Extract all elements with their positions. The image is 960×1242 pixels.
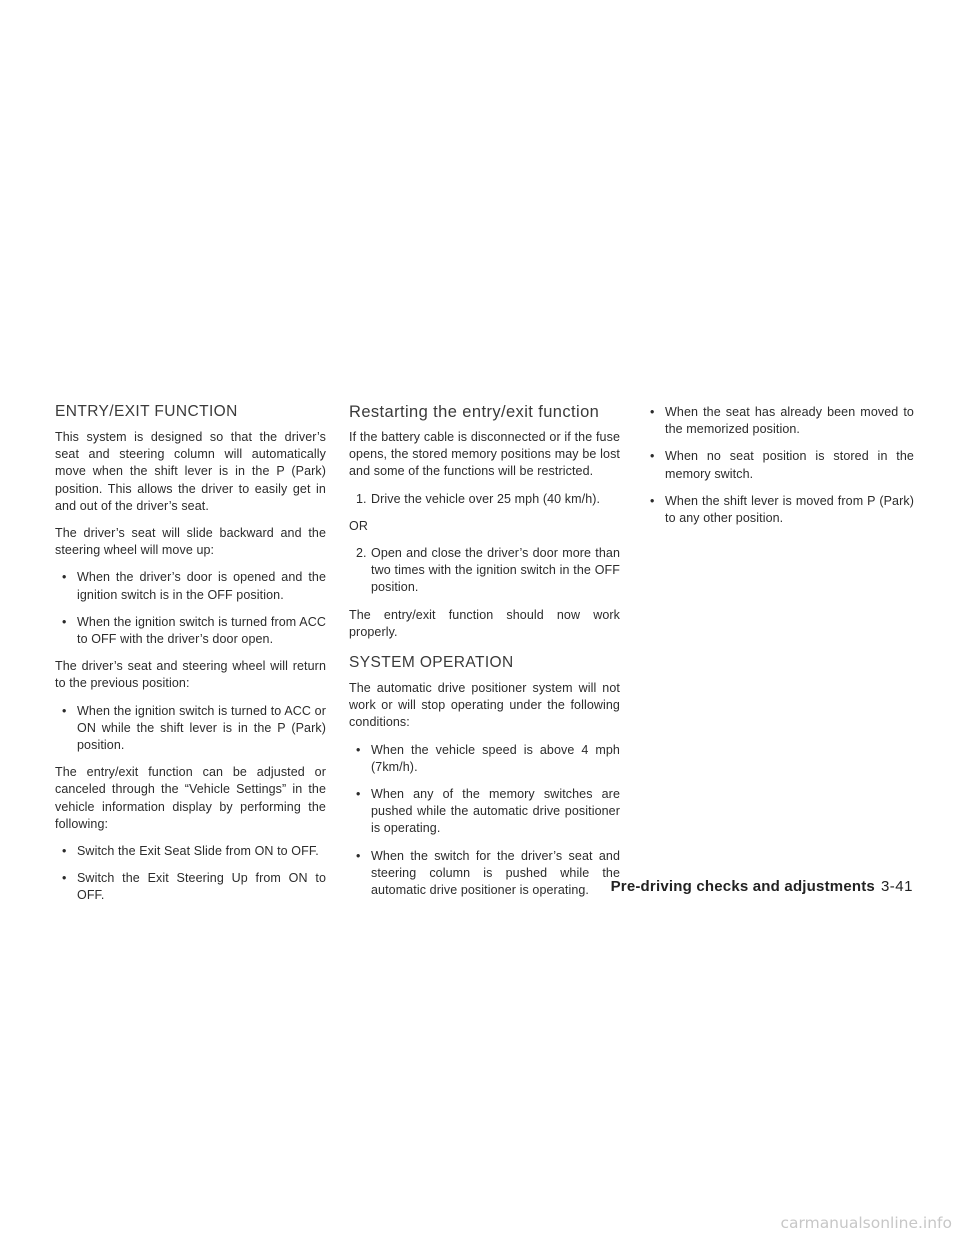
list-item: • Switch the Exit Seat Slide from ON to OFF. (55, 843, 326, 860)
list-return-conditions (55, 703, 326, 755)
bullet-marker: • (62, 570, 67, 585)
paragraph-battery: If the battery cable is disconnected or if the fuse opens, the stored memory positions may be lost and some of the functions will be restricted. (349, 430, 620, 479)
list-system-conditions (349, 742, 620, 900)
bullet-marker: • (650, 449, 655, 464)
bullet-marker: • (356, 742, 361, 757)
footer-section-title: Pre-driving checks and adjustments (610, 878, 875, 895)
heading-entry-exit-function: ENTRY/EXIT FUNCTION (55, 403, 238, 420)
paragraph-system-intro: The automatic drive positioner system will not work or will stop operating under the following conditions: (349, 681, 620, 730)
list-item: • When the seat has already been moved to the memorized position. (650, 405, 914, 437)
list-item: • When the ignition switch is turned from ACC to OFF with the driver’s door open. (62, 614, 326, 647)
heading-system-operation: SYSTEM OPERATION (349, 654, 514, 672)
column-right (643, 404, 914, 537)
heading-restarting: Restarting the entry/exit function (349, 403, 600, 421)
page-footer (611, 877, 913, 897)
list-item: • When any of the memory switches are pushed while the automatic drive positioner is operating. (356, 787, 620, 836)
bullet-marker: • (356, 848, 361, 863)
list-item: • When the switch for the driver’s seat and steering column is pushed while the automatic drive positioner is operating. (356, 848, 620, 898)
or-separator: OR (349, 518, 368, 533)
list-item: • When no seat position is stored in the memory switch. (650, 449, 914, 481)
list-item: • When the ignition switch is turned to ACC or ON while the shift lever is in the P (Park) position. (62, 703, 326, 753)
list-restart-step-2 (349, 545, 620, 597)
list-move-up-conditions (55, 569, 326, 648)
bullet-marker: • (650, 493, 655, 508)
list-item: • When the vehicle speed is above 4 mph (7km/h). (356, 742, 620, 774)
bullet-marker: • (62, 614, 67, 629)
list-restart-step-1 (349, 491, 620, 508)
list-item: • Switch the Exit Steering Up from ON to OFF. (62, 871, 326, 903)
bullet-marker: • (650, 405, 655, 419)
bullet-marker: • (62, 703, 67, 718)
paragraph-adjust: The entry/exit function can be adjusted or canceled through the “Vehicle Settings” in the vehicle information display by performing the following: (55, 765, 326, 831)
watermark: carmanualsonline.info (780, 1214, 952, 1232)
column-middle (349, 402, 620, 909)
list-item: • When the shift lever is moved from P (Park) to any other position. (650, 493, 914, 526)
bullet-marker: • (356, 787, 361, 802)
bullet-marker: • (62, 871, 67, 886)
list-item: • When the driver’s door is opened and the ignition switch is in the OFF position. (62, 570, 326, 602)
paragraph-move-up: The driver’s seat will slide backward and the steering wheel will move up: (55, 526, 326, 558)
page-number: 3-41 (880, 878, 913, 895)
list-adjust-steps (55, 843, 326, 905)
paragraph-return: The driver’s seat and steering wheel will return to the previous position: (55, 659, 326, 691)
paragraph-intro: This system is designed so that the driver’s seat and steering column will automatically move when the shift lever is in the P (Park) position. This allows the driver to easily get in and out of the driver’s seat. (55, 430, 326, 513)
list-item: 1. Drive the vehicle over 25 mph (40 km/h). (349, 491, 620, 508)
bullet-marker: • (62, 844, 67, 859)
list-item: 2. Open and close the driver’s door more than two times with the ignition switch in the OFF position. (356, 546, 620, 595)
step-number: 1. (356, 491, 367, 506)
paragraph-works-properly: The entry/exit function should now work properly. (349, 607, 620, 639)
list-system-conditions-continued (643, 404, 914, 527)
step-number: 2. (356, 546, 367, 561)
column-left (55, 402, 326, 915)
